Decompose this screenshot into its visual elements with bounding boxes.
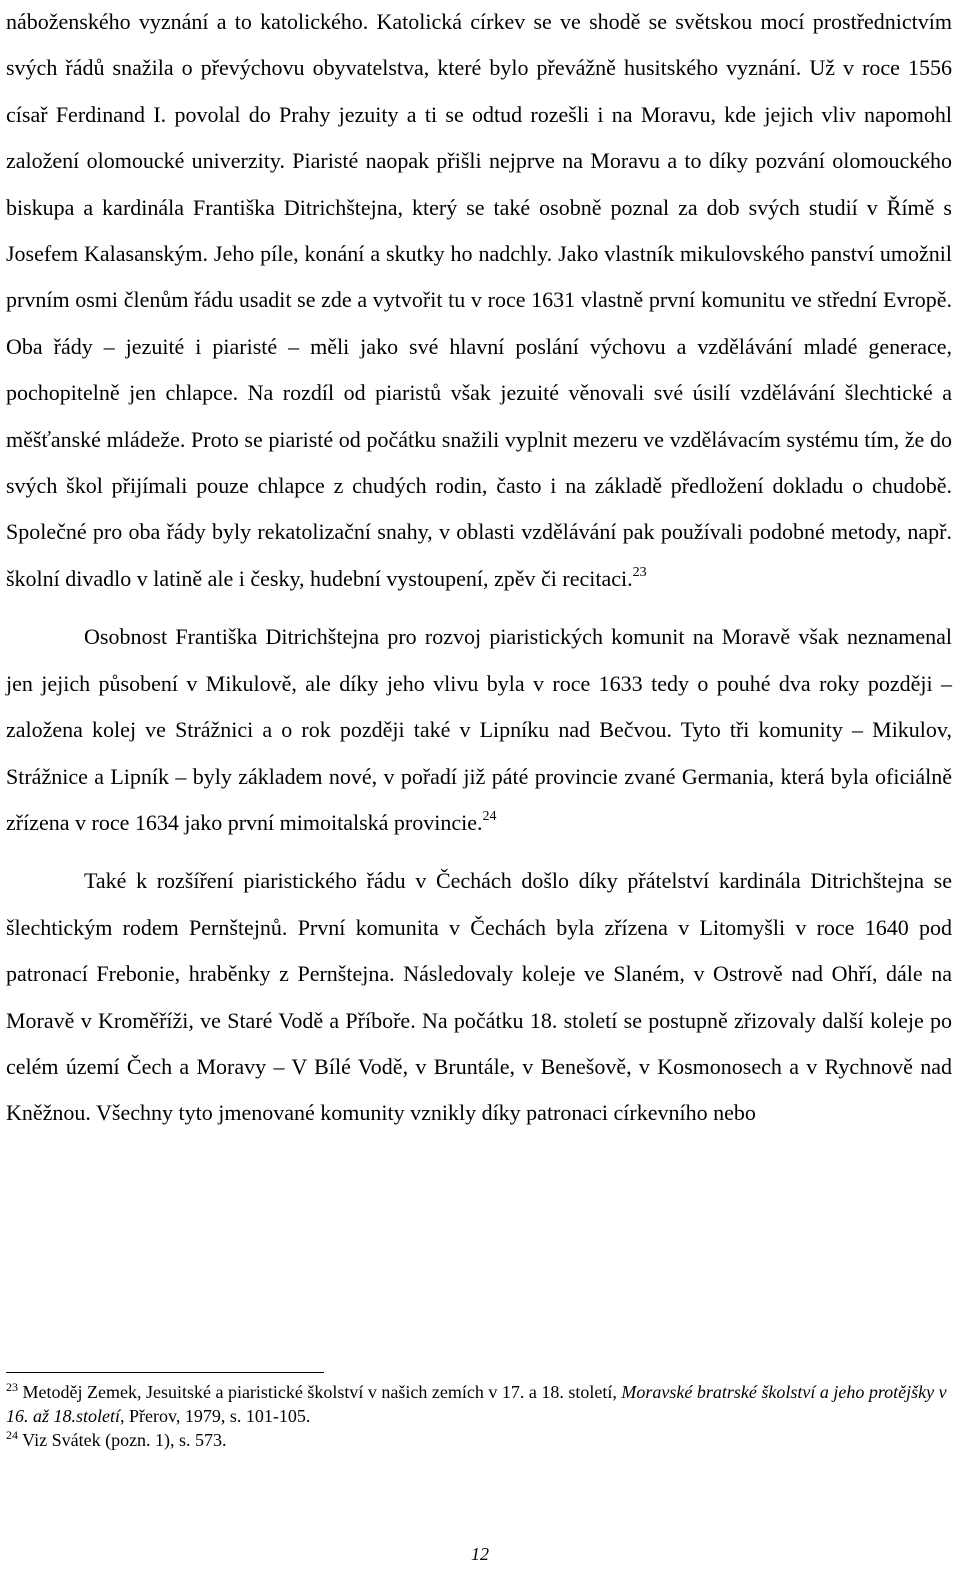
paragraph-text: náboženského vyznání a to katolického. Katolická církev se ve shodě se světskou mocí prostřednictvím svých řádů snažila o převýchovu obyvatelstva, které bylo převážně husitského vyznání. Už v roce 1556 císař Ferdinand I. povolal do Prahy jezuity a ti se odtud rozešli i na Moravu, kde jejich vliv napomohl založení olomoucké univerzity. Piaristé naopak přišli nejprve na Moravu a to díky pozvání olomouckého biskupa a kardinála Františka Ditrichštejna, který se také osobně poznal za dob svých studií v Římě s Josefem Kalasanským. Jeho píle, konání a skutky ho nadchly. Jako vlastník mikulovského panství umožnil prvním osmi členům řádu usadit se zde a vytvořit tu v roce 1631 vlastně první komunitu ve střední Evropě. Oba řády – jezuité i piaristé – měli jako své hlavní poslání výchovu a vzdělávání mladé generace, pochopitelně jen chlapce. Na rozdíl od piaristů však jezuité věnovali své úsilí vzdělávání šlechtické a měšťanské mládeže. Proto se piaristé od počátku snažili vyplnit mezeru ve vzdělávacím systému tím, že do svých škol přijímali pouze chlapce z chudých rodin, často i na základě předložení dokladu o chudobě. Společné pro oba řády byly rekatolizační snahy, v oblasti vzdělávání pak používali podobné metody, např. školní divadlo v latině ale i česky, hudební vystoupení, zpěv či recitaci. — [6, 9, 952, 591]
footnote-text-end: , Přerov, 1979, s. 101-105. — [120, 1406, 311, 1426]
footnotes — [6, 1380, 952, 1452]
footnote-reference[interactable]: 23 — [632, 564, 647, 580]
footnote-text: Viz Svátek (pozn. 1), s. 573. — [18, 1430, 227, 1450]
footnote — [6, 1380, 952, 1428]
paragraph-text: Také k rozšíření piaristického řádu v Čechách došlo díky přátelství kardinála Ditrichštejna se šlechtickým rodem Pernštejnů. První komunita v Čechách byla zřízena v Litomyšli v roce 1640 pod patronací Frebonie, hraběnky z Pernštejna. Následovaly koleje ve Slaném, v Ostrově nad Ohří, dále na Moravě v Kroměříži, ve Staré Vodě a Příboře. Na počátku 18. století se postupně zřizovaly další koleje po celém území Čech a Moravy – V Bílé Vodě, v Bruntále, v Benešově, v Kosmonosech a v Rychnově nad Kněžnou. Všechny tyto jmenované komunity vznikly díky patronaci církevního nebo — [6, 868, 952, 1126]
footnote-separator — [6, 1372, 324, 1373]
footnote-number: 23 — [6, 1380, 18, 1394]
footnote-italic-title: Moravské bratrské školství a jeho protějšky v 16. až 18.století — [6, 1382, 947, 1426]
footnote — [6, 1428, 952, 1452]
footnote-text: Metoděj Zemek, Jesuitské a piaristické školství v našich zemích v 17. a 18. století, — [18, 1382, 622, 1402]
page-number: 12 — [471, 1544, 489, 1564]
footnote-reference[interactable]: 24 — [482, 808, 497, 824]
footnote-number: 24 — [6, 1428, 18, 1442]
page-body — [6, 0, 952, 1137]
body-paragraph — [6, 614, 952, 846]
paragraph-text: Osobnost Františka Ditrichštejna pro rozvoj piaristických komunit na Moravě však neznamenal jen jejich působení v Mikulově, ale díky jeho vlivu byla v roce 1633 tedy o pouhé dva roky později – založena kolej ve Strážnici a o rok později také v Lipníku nad Bečvou. Tyto tři komunity – Mikulov, Strážnice a Lipník – byly základem nové, v pořadí již páté provincie zvané Germania, která byla oficiálně zřízena v roce 1634 jako první mimoitalská provincie. — [6, 624, 952, 835]
body-paragraph — [6, 0, 952, 602]
body-paragraph — [6, 858, 952, 1136]
